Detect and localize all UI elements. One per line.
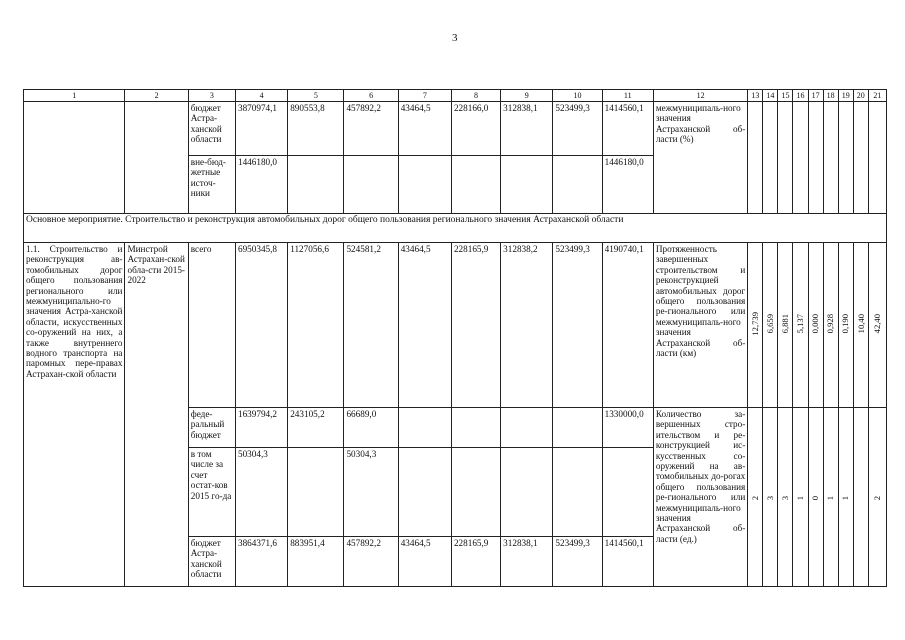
header-row [24,90,887,102]
value-cell [501,156,553,214]
header-cell: 1 [24,90,125,102]
indicator-value: 1 [795,495,806,500]
budget-table [23,89,887,587]
page-number: 3 [452,32,458,44]
funding-source: бюджет Астра-ханской области [188,537,235,587]
value-cell [398,448,451,537]
indicator-value: 1 [825,495,836,500]
header-cell: 12 [653,90,747,102]
value-cell [451,448,500,537]
header-cell: 9 [501,90,553,102]
funding-source: в том числе за счет остат-ков 2015 го-да [188,448,235,537]
value-cell: 457892,2 [344,102,398,156]
value-cell: 1446180,0 [235,156,287,214]
value-cell [553,448,602,537]
value-cell: 883951,4 [288,537,344,587]
value-cell: 43464,5 [398,537,451,587]
value-cell: 228166,0 [451,102,500,156]
value-cell [451,156,500,214]
indicator-value: 10,40 [855,314,866,334]
indicator-value: 5,137 [795,314,806,334]
value-cell [602,448,653,537]
header-cell: 20 [853,90,868,102]
value-cell: 523499,3 [553,102,602,156]
funding-source: вне-бюд-жетные источ-ники [188,156,235,214]
table-row [24,243,887,408]
value-cell: 1639794,2 [235,408,287,448]
value-cell: 1127056,6 [288,243,344,408]
value-cell: 1446180,0 [602,156,653,214]
value-cell: 3870974,1 [235,102,287,156]
value-cell: 66689,0 [344,408,398,448]
header-cell: 7 [398,90,451,102]
indicator-value: 0,000 [810,314,821,334]
indicator-value: 3 [780,495,791,500]
value-cell: 4190740,1 [602,243,653,408]
value-cell: 457892,2 [344,537,398,587]
header-cell: 10 [553,90,602,102]
value-cell: 43464,5 [398,243,451,408]
header-cell: 18 [823,90,838,102]
funding-source: бюджет Астра-ханской области [188,102,235,156]
value-cell [344,156,398,214]
indicator-value: 0,190 [840,314,851,334]
header-cell: 21 [868,90,886,102]
value-cell: 228165,9 [451,537,500,587]
header-cell: 14 [763,90,778,102]
indicator-value: 3 [765,495,776,500]
value-cell: 1414560,1 [602,537,653,587]
header-cell: 4 [235,90,287,102]
value-cell: 523499,3 [553,243,602,408]
indicator-cell: межмуниципаль-ного значения Астраханской об-ласти (%) [653,102,747,214]
indicator-value: 0,928 [825,314,836,334]
value-cell: 228165,9 [451,243,500,408]
funding-source: всего [188,243,235,408]
header-cell: 13 [748,90,763,102]
indicator-value: 12,739 [750,311,761,336]
value-cell [553,156,602,214]
indicator-value: 6,881 [780,314,791,334]
section-row [24,214,887,243]
value-cell: 890553,8 [288,102,344,156]
value-cell: 523499,3 [553,537,602,587]
indicator-cell: Протяженность завершенных строительством и реконструкцией автомобильных дорог общего пользования ре-гионального или межмуниципаль-ного значения Астраханской об-ласти (км) [653,243,747,408]
value-cell: 3864371,6 [235,537,287,587]
value-cell: 1414560,1 [602,102,653,156]
indicator-value: 2 [872,495,883,500]
executor-cell: Минстрой Астрахан-ской обла-сти 2015-2022 [125,243,188,587]
header-cell: 5 [288,90,344,102]
value-cell [451,408,500,448]
indicator-value: 42,40 [872,314,883,334]
value-cell: 524581,2 [344,243,398,408]
value-cell: 1330000,0 [602,408,653,448]
value-cell: 6950345,8 [235,243,287,408]
empty-cell [125,102,188,214]
section-title: Основное мероприятие. Строительство и реконструкция автомобильных дорог общего пользования регионального значения Астраханской области [24,214,887,243]
table-row [24,102,887,156]
value-cell [501,448,553,537]
value-cell [501,408,553,448]
indicator-value: 1 [840,495,851,500]
measure-name: 1.1. Строительство и реконструкция ав-томобильных дорог общего пользования регионального или межмуниципально-го значения Астра-ханской области, искусственных со-оружений на них, а также внутреннего водного транспорта на паромных пере-правах Астрахан-ской области [24,243,125,587]
value-cell [398,156,451,214]
value-cell: 312838,2 [501,243,553,408]
header-cell: 8 [451,90,500,102]
header-cell: 6 [344,90,398,102]
indicator-cell: Количество за-вершенных стро-ительством и ре-конструкцией ис-кусственных со-оружений на ав-томобильных до-рогах общего пользования ре-гионального или межмуниципаль-ного значения Астраханской об-ласти (ед.) [653,408,747,587]
header-cell: 15 [778,90,793,102]
header-cell: 16 [793,90,808,102]
value-cell: 50304,3 [344,448,398,537]
header-cell: 11 [602,90,653,102]
header-cell: 17 [808,90,823,102]
value-cell: 312838,1 [501,537,553,587]
value-cell: 312838,1 [501,102,553,156]
value-cell [398,408,451,448]
indicator-value: 6,659 [765,314,776,334]
header-cell: 2 [125,90,188,102]
funding-source: феде-ральный бюджет [188,408,235,448]
value-cell: 50304,3 [235,448,287,537]
header-cell: 19 [838,90,853,102]
indicator-value: 2 [750,495,761,500]
indicator-value: 0 [810,495,821,500]
value-cell [288,448,344,537]
header-cell: 3 [188,90,235,102]
value-cell: 43464,5 [398,102,451,156]
empty-cell [24,102,125,214]
value-cell [553,408,602,448]
value-cell [288,156,344,214]
value-cell: 243105,2 [288,408,344,448]
